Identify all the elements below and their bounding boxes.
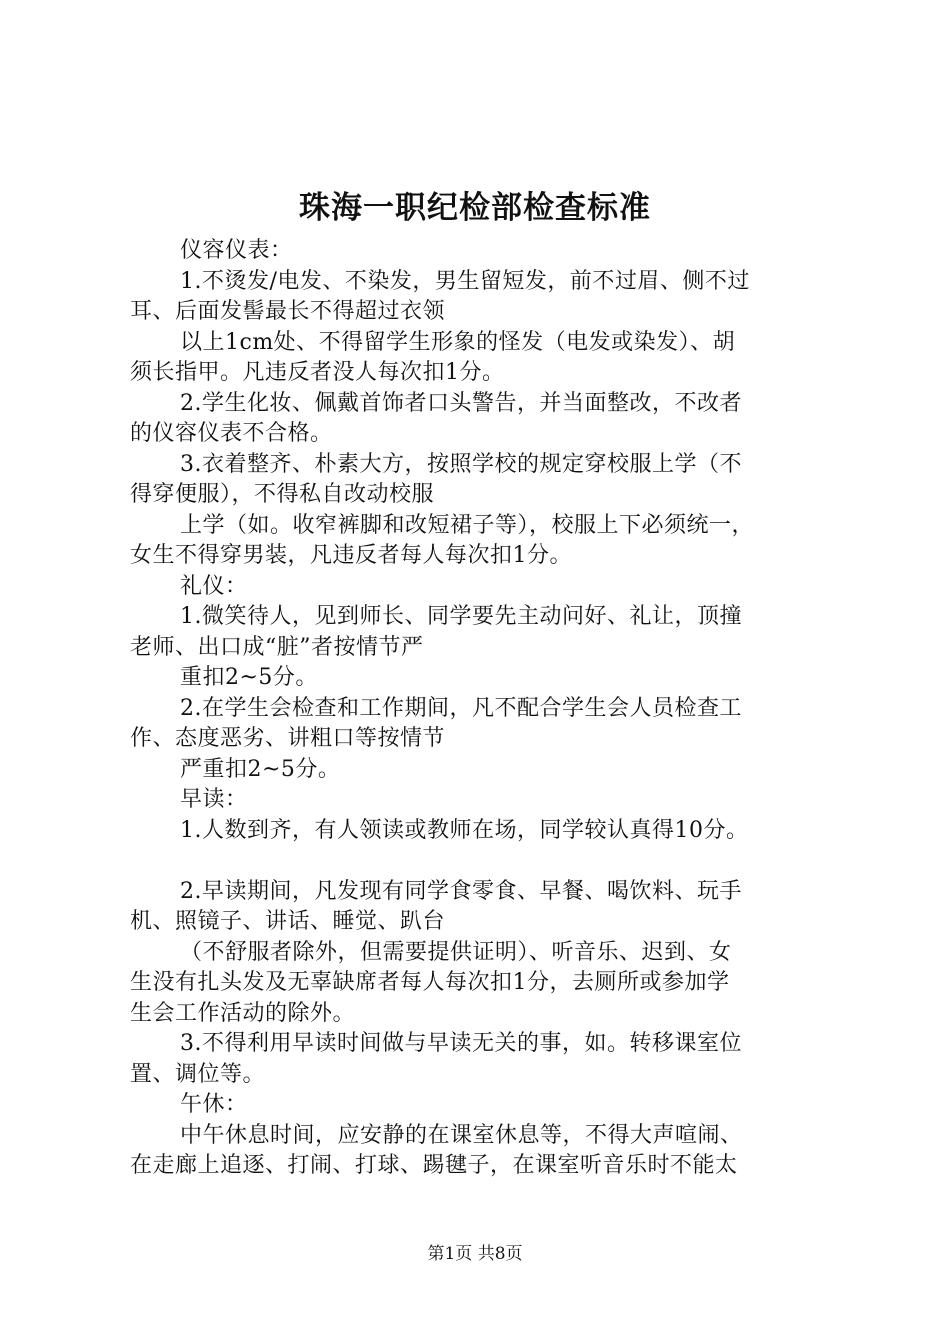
paragraph-line: 得穿便服），不得私自改动校服 — [130, 482, 435, 507]
document-body — [130, 236, 834, 1182]
paragraph-line: 重扣2~5分。 — [180, 665, 318, 690]
paragraph-line: 3.不得利用早读时间做与早读无关的事，如。转移课室位 — [180, 1031, 742, 1056]
paragraph-line: 作、态度恶劣、讲粗口等按情节 — [130, 726, 446, 751]
paragraph-line: 耳、后面发髻最长不得超过衣领 — [130, 299, 446, 324]
paragraph-line: 2.早读期间，凡发现有同学食零食、早餐、喝饮料、玩手 — [180, 878, 742, 904]
blank-line — [130, 846, 834, 877]
paragraph-line: 置、调位等。 — [130, 1061, 266, 1087]
paragraph-line: 1.不烫发/电发、不染发，男生留短发，前不过眉、侧不过 — [180, 268, 750, 294]
paragraph-line: 上学（如。收窄裤脚和改短裙子等），校服上下必须统一， — [180, 512, 755, 538]
paragraph-line: 女生不得穿男装，凡违反者每人每次扣1分。 — [130, 543, 572, 568]
section-heading: 早读： — [180, 787, 248, 812]
paragraph-line: 老师、出口成“脏”者按情节严 — [130, 634, 424, 660]
paragraph-line: 1.人数到齐，有人领读或教师在场，同学较认真得10分。 — [180, 817, 749, 843]
section-heading: 仪容仪表： — [180, 238, 293, 263]
paragraph-line: 2.在学生会检查和工作期间，凡不配合学生会人员检查工 — [180, 695, 742, 721]
paragraph-line: 在走廊上追逐、打闹、打球、踢毽子，在课室听音乐时不能太 — [130, 1153, 738, 1178]
paragraph-line: 生会工作活动的除外。 — [130, 1000, 356, 1026]
paragraph-line: 须长指甲。凡违反者没人每次扣1分。 — [130, 360, 505, 385]
paragraph-line: 严重扣2~5分。 — [180, 756, 341, 782]
section-heading: 礼仪： — [180, 573, 248, 599]
paragraph-line: 生没有扎头发及无辜缺席者每人每次扣1分，去厕所或参加学 — [130, 970, 730, 995]
paragraph-line: 2.学生化妆、佩戴首饰者口头警告，并当面整改，不改者 — [180, 390, 742, 416]
paragraph-line: 机、照镜子、讲话、睡觉、趴台 — [130, 909, 446, 934]
section-heading: 午休： — [180, 1092, 248, 1117]
paragraph-line: 中午休息时间，应安静的在课室休息等，不得大声喧闹、 — [180, 1122, 743, 1148]
paragraph-line: 3.衣着整齐、朴素大方，按照学校的规定穿校服上学（不 — [180, 451, 742, 477]
page-footer: 第1页 共8页 — [427, 1244, 523, 1264]
document-title: 珠海一职纪检部检查标准 — [299, 190, 651, 226]
paragraph-line: 以上1cm处、不得留学生形象的怪发（电发或染发）、胡 — [180, 329, 736, 355]
paragraph-line: （不舒服者除外，但需要提供证明）、听音乐、迟到、女 — [180, 939, 732, 965]
paragraph-line: 1.微笑待人，见到师长、同学要先主动问好、礼让，顶撞 — [180, 604, 742, 629]
paragraph-line: 的仪容仪表不合格。 — [130, 421, 333, 446]
